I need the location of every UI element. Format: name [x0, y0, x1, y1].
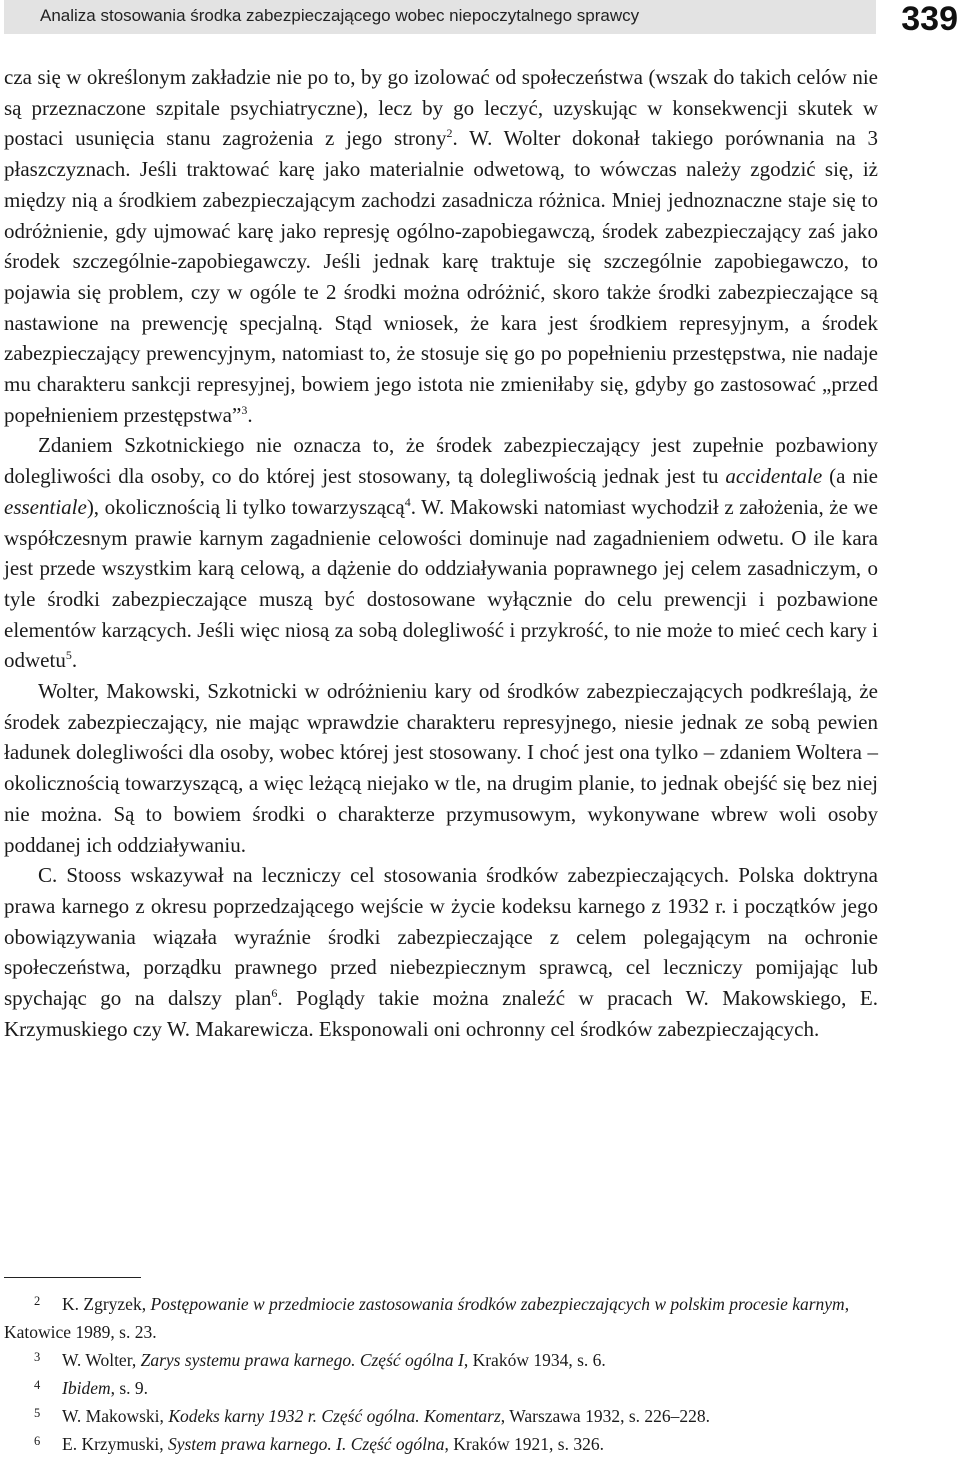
text-run: .	[247, 402, 253, 427]
footnote-ref: 6	[271, 986, 278, 1001]
footnote-title: Postępowanie w przedmiocie zastosowania środków zabezpieczających w polskim procesie karnym	[150, 1294, 845, 1314]
footnote-text: , Katowice 1989, s. 23.	[4, 1294, 850, 1342]
text-run: ), okolicznością li tylko towarzyszącą	[86, 494, 405, 519]
paragraph	[4, 860, 878, 1044]
footnote	[4, 1290, 878, 1346]
footnote-text: K. Zgryzek,	[62, 1294, 151, 1314]
footnote-ref: 5	[65, 648, 72, 663]
footnote-text: W. Makowski,	[62, 1406, 169, 1426]
paragraph: Wolter, Makowski, Szkotnicki w odróżnieniu kary od środków zabezpieczających podkreślają, że środek zabezpieczający, nie mając wprawdzie charakteru represyjnego, niesie jednak ze sobą pewien ładunek dolegliwości dla osoby, wobec której jest stosowany. I choć jest ona tylko – zdaniem Woltera – okolicznością towarzyszącą, a więc leżącą niejako w tle, na drugim planie, to jednak obejść się bez niej nie można. Są to bowiem środki o charakterze przymusowym, wykonywane wbrew woli osoby poddanej ich oddziaływaniu.	[4, 679, 878, 857]
footnote	[4, 1374, 878, 1402]
text-run: Zdaniem Szkotnickiego nie oznacza to, że środek zabezpieczający jest zupełnie pozbawiony dolegliwości dla osoby, co do której jest stosowany, tą dolegliwością jednak jest tu	[4, 433, 878, 489]
text-run: . W. Wolter dokonał takiego porównania na 3 płaszczyznach. Jeśli traktować karę jako materialnie odwetową, to wówczas należy zgodzić się, iż między nią a środkiem zabezpieczającym zachodzi zasadnicza różnica. Mniej jednoznaczne staje się to odróżnienie, gdy ujmować karę jako represję ogólno-zapobiegawczą, środek zabezpieczający zaś jako środek szczególnie-zapobiegawczy. Jeśli jednak karę traktuje się szczególnie zapobiegawczo, to pojawia się problem, czy w ogóle te 2 środki można odróżnić, skoro także środki zabezpieczające są nastawione na prewencję specjalną. Stąd wniosek, że kara jest środkiem represyjnym, a środek zabezpieczający prewencyjnym, natomiast to, że stosuje się go po popełnieniu przestępstwa, nie nadaje mu charakteru sankcji represyjnej, bowiem jego istota nie zmieniłaby się, gdyby go zastosować „przed popełnieniem przestępstwa”	[4, 126, 878, 427]
footnote-ref: 2	[446, 126, 453, 141]
footnote-title: Zarys systemu prawa karnego. Część ogólna I	[140, 1350, 464, 1370]
running-header	[4, 0, 876, 34]
paragraph	[4, 430, 878, 676]
footnote	[4, 1346, 878, 1374]
footnote-text: , Kraków 1921, s. 326.	[444, 1434, 604, 1454]
text-run: C. Stooss wskazywał na leczniczy cel stosowania środków zabezpieczających. Polska doktryna prawa karnego z okresu poprzedzającego wejście w życie kodeksu karnego z 1932 r. i początków jego obowiązywania wiązała wyraźnie środki zabezpieczające z celem polegającym na ochronie społeczeństwa, porządku prawnego przed niebezpiecznym sprawcą, cel leczniczy pomijając lub spychając go na dalszy plan	[4, 863, 878, 1011]
footnote-title: Ibidem	[62, 1378, 111, 1398]
running-header-title: Analiza stosowania środka zabezpieczającego wobec niepoczytalnego sprawcy	[40, 6, 640, 25]
footnote-text: W. Wolter,	[62, 1350, 141, 1370]
text-run: . Poglądy takie można znaleźć w pracach W. Makowskiego, E. Krzymuskiego czy W. Makarewicza. Eksponowali oni ochronny cel środków zabezpieczających.	[4, 986, 878, 1041]
text-run: cza się w określonym zakładzie nie po to, by go izolować od społeczeństwa (wszak do takich celów nie są przeznaczone szpitale psychiatryczne), lecz by go leczyć, uzyskując w konsekwencji skutek w postaci usunięcia stanu zagrożenia z jego strony	[4, 65, 878, 151]
footnote-ref: 3	[241, 402, 248, 417]
page-number: 339	[901, 0, 958, 38]
footnote-ref: 4	[404, 494, 411, 509]
footnote-number: 6	[34, 1434, 41, 1448]
footnote-number: 5	[34, 1406, 41, 1420]
paragraph	[4, 62, 878, 430]
text-run: (a nie	[822, 464, 878, 489]
text-run: . W. Makowski natomiast wychodził z założenia, że we współczesnym prawie karnym zagadnienie celowości dominuje nad zagadnieniem odwetu. O ile kara jest przede wszystkim karą celową, a dążenie do oddziaływania poprawnego jej celem zasadniczym, o tyle środki zabezpieczające muszą być dostosowane wyłącznie do celu prewencji i pozbawione elementów karzących. Jeśli więc niosą za sobą dolegliwość i przykrość, to nie może to mieć cech kary i odwetu	[4, 494, 878, 673]
footnote-text: , Kraków 1934, s. 6.	[463, 1350, 606, 1370]
footnote	[4, 1402, 878, 1430]
footnote-text: , s. 9.	[110, 1378, 149, 1398]
footnote-title: Kodeks karny 1932 r. Część ogólna. Komentarz	[168, 1406, 501, 1426]
footnote-text: E. Krzymuski,	[62, 1434, 168, 1454]
footnote-number: 2	[34, 1294, 41, 1308]
footnote-separator	[4, 1277, 141, 1278]
footnote-title: System prawa karnego. I. Część ogólna	[167, 1434, 445, 1454]
italic-term: essentiale	[4, 494, 87, 519]
footnote-text: , Warszawa 1932, s. 226–228.	[500, 1406, 711, 1426]
text-run: .	[71, 648, 78, 673]
footnotes	[4, 1290, 878, 1458]
footnote-number: 4	[34, 1378, 41, 1392]
footnote-number: 3	[34, 1350, 41, 1364]
main-text	[4, 62, 878, 1045]
italic-term: accidentale	[725, 464, 823, 489]
